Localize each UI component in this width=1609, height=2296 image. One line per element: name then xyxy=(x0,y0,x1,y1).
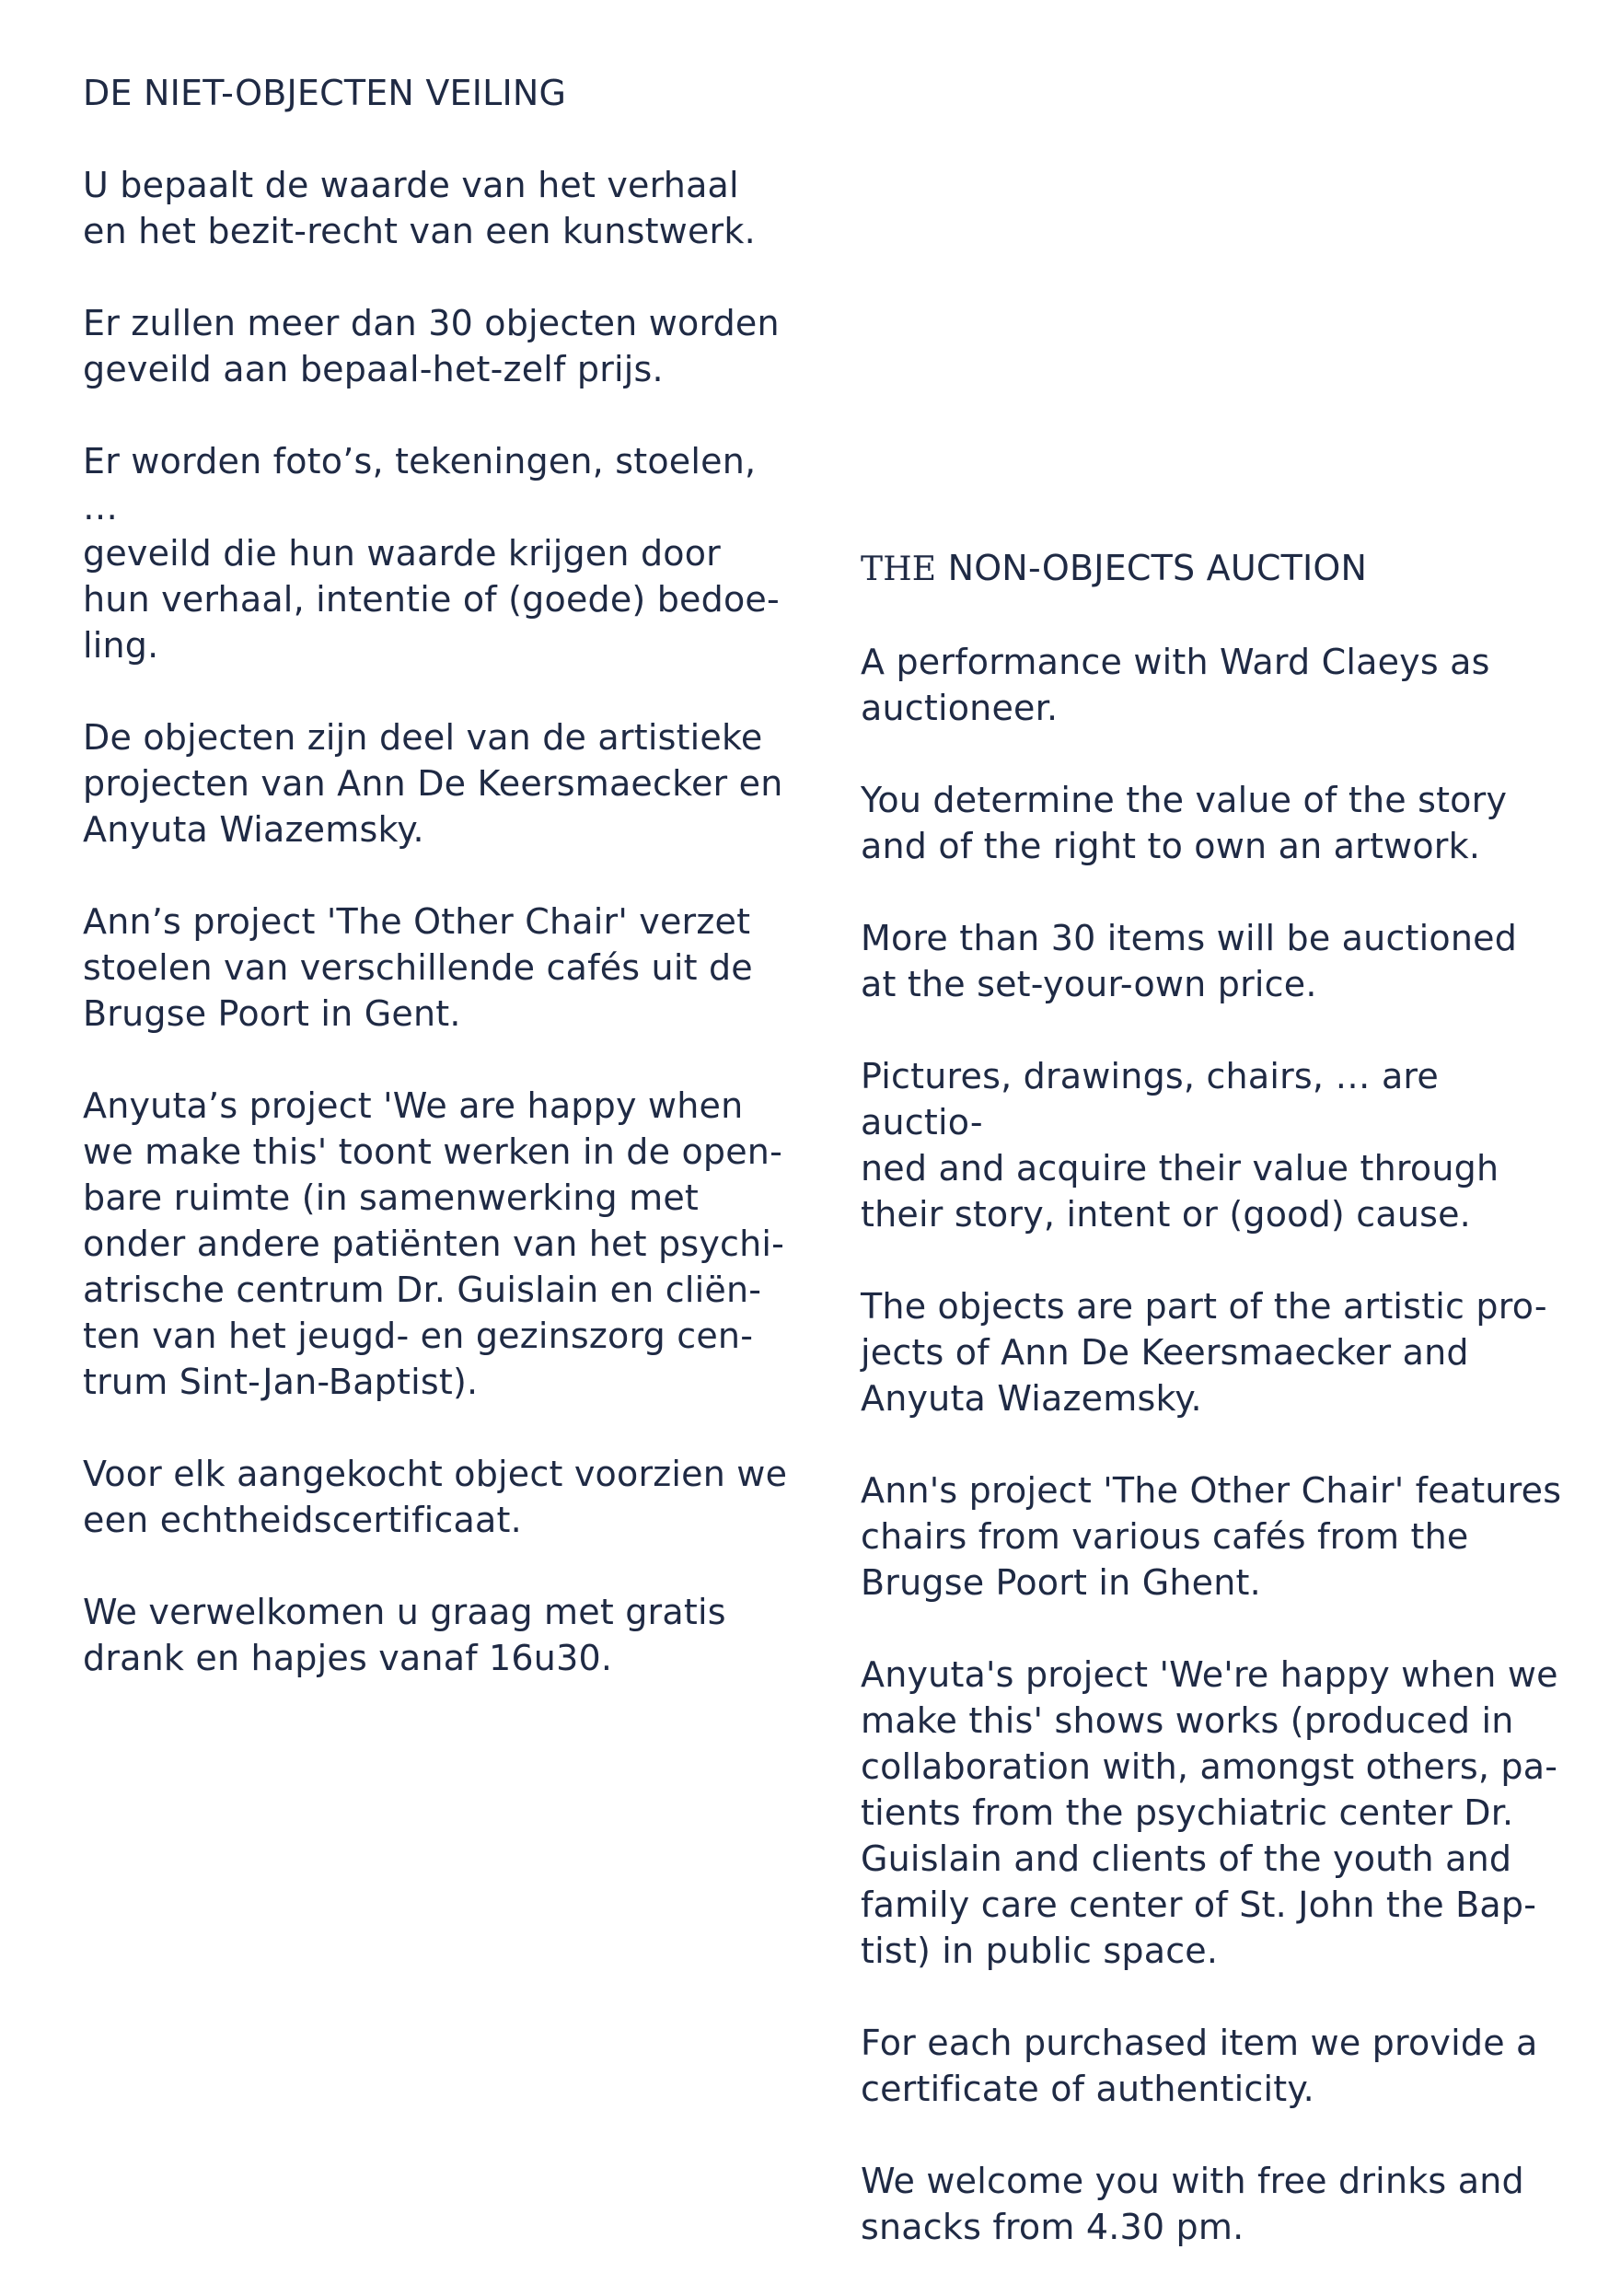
english-title-rest: NON-OBJECTS AUCTION xyxy=(936,548,1368,588)
english-paragraph-5: The objects are part of the artistic pro- jects of Ann De Keersmaecker and Anyuta Wiazemsky. xyxy=(861,1286,1547,1419)
english-paragraph-9: We welcome you with free drinks and snacks from 4.30 pm. xyxy=(861,2161,1524,2247)
english-paragraph-4: Pictures, drawings, chairs, … are auctio- ned and acquire their value through their story, intent or (good) cause. xyxy=(861,1056,1499,1235)
english-paragraph-7: Anyuta's project 'We're happy when we make this' shows works (produced in collaboration with, amongst others, pa- tients from the psychiatric center Dr. Guislain and clients of the youth and family care center of St. John the Bap- tist) in public space. xyxy=(861,1654,1558,1971)
dutch-paragraph-4: De objecten zijn deel van de artistieke projecten van Ann De Keersmaecker en Anyuta Wiazemsky. xyxy=(83,717,783,850)
dutch-paragraph-6: Anyuta’s project 'We are happy when we make this' toont werken in de open- bare ruimte (in samenwerking met onder andere patiënten van het psychi- atrische centrum Dr. Guislain en cliën- ten van het jeugd- en gezinszorg cen- trum Sint-Jan-Baptist). xyxy=(83,1085,785,1402)
english-paragraph-1: A performance with Ward Claeys as auctioneer. xyxy=(861,642,1490,728)
english-paragraph-2: You determine the value of the story and of the right to own an artwork. xyxy=(861,780,1508,866)
english-column xyxy=(861,545,1569,2296)
dutch-paragraph-3: Er worden foto’s, tekeningen, stoelen, … geveild die hun waarde krijgen door hun verhaal, intentie of (goede) bedoe- ling. xyxy=(83,441,780,666)
dutch-paragraph-7: Voor elk aangekocht object voorzien we een echtheidscertificaat. xyxy=(83,1454,788,1540)
english-paragraph-3: More than 30 items will be auctioned at the set-your-own price. xyxy=(861,918,1518,1004)
english-paragraph-6: Ann's project 'The Other Chair' features chairs from various cafés from the Brugse Poort in Ghent. xyxy=(861,1470,1562,1603)
dutch-paragraph-5: Ann’s project 'The Other Chair' verzet stoelen van verschillende cafés uit de Brugse Poort in Gent. xyxy=(83,901,753,1034)
english-title-prefix: THE xyxy=(861,551,937,588)
dutch-column xyxy=(83,70,792,1727)
dutch-title: DE NIET-OBJECTEN VEILING xyxy=(83,73,567,113)
english-paragraph-8: For each purchased item we provide a certificate of authenticity. xyxy=(861,2023,1538,2109)
dutch-paragraph-8: We verwelkomen u graag met gratis drank en hapjes vanaf 16u30. xyxy=(83,1592,726,1678)
dutch-paragraph-1: U bepaalt de waarde van het verhaal en het bezit-recht van een kunstwerk. xyxy=(83,165,756,251)
english-title xyxy=(861,545,1569,593)
dutch-paragraph-2: Er zullen meer dan 30 objecten worden geveild aan bepaal-het-zelf prijs. xyxy=(83,303,780,389)
